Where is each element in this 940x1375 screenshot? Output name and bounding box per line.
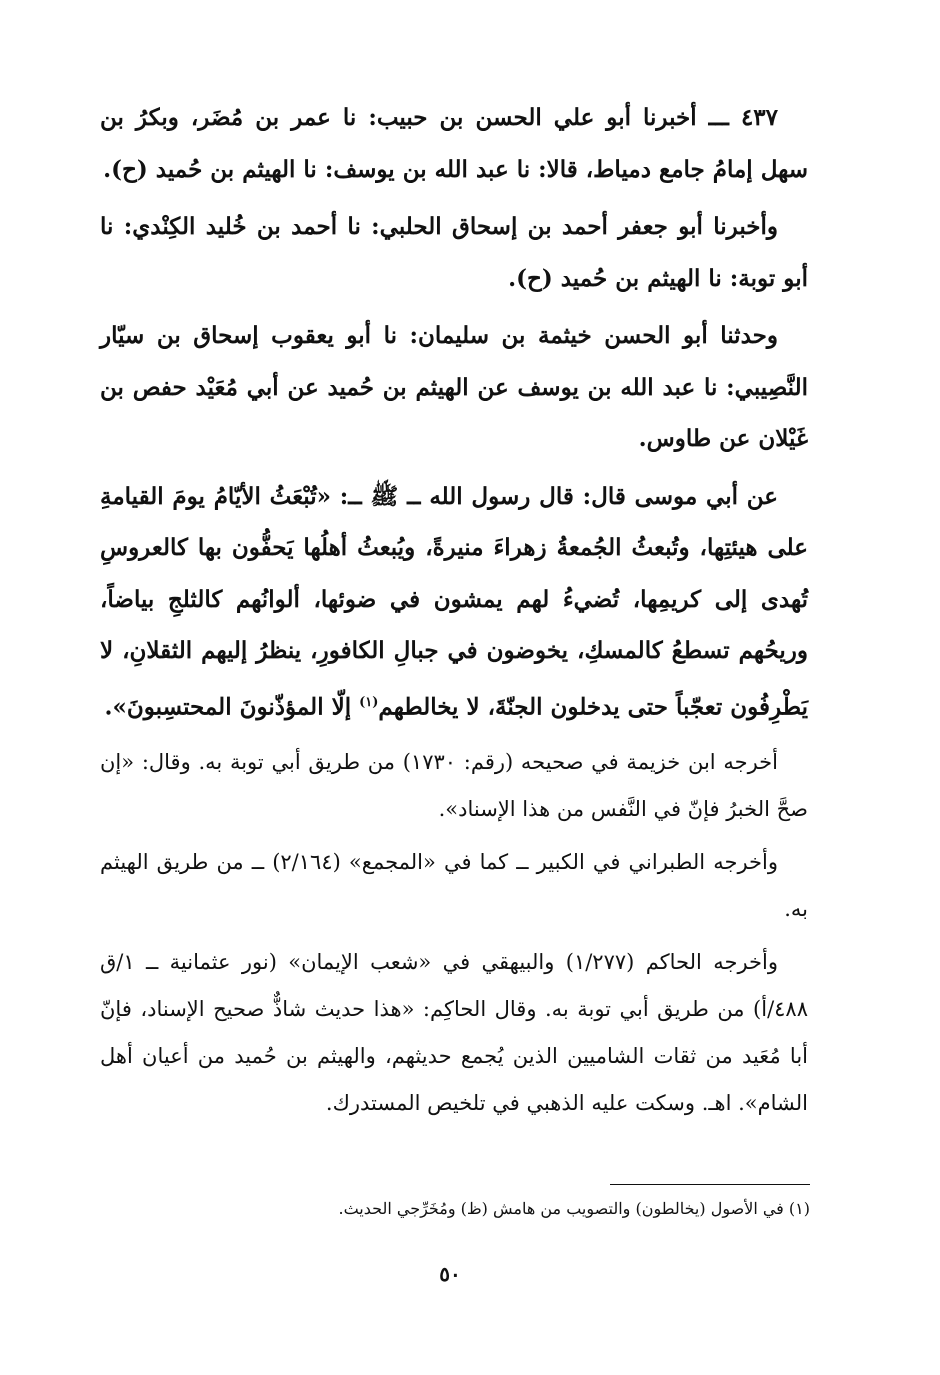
isnad-1-text: ـــ أخبرنا أبو علي الحسن بن حبيب: نا عمر بن مُضَر، وبكرُ بن سهل إمامُ جامع دمياط، قالا: نا عبد الله بن يوسف: نا الهيثم بن حُميد (ح).	[100, 104, 808, 183]
footnote-ref: (١)	[359, 694, 379, 710]
isnad-3: وحدثنا أبو الحسن خيثمة بن سليمان: نا أبو يعقوب إسحاق بن سيّار النَّصِيبي: نا عبد الله بن يوسف عن الهيثم بن حُميد عن أبي مُعَيْد حفص بن غَيْلان عن طاوس.	[100, 322, 808, 452]
takhrij-section	[100, 739, 808, 1127]
isnad-2: وأخبرنا أبو جعفر أحمد بن إسحاق الحلبي: نا أحمد بن خُليد الكِنْدي: نا أبو توبة: نا الهيثم بن حُميد (ح).	[100, 213, 808, 292]
hadith-number: ٤٣٧	[740, 104, 778, 131]
page-body	[100, 92, 808, 1127]
takhrij-paragraph: وأخرجه الطبراني في الكبير ــ كما في «المجمع» (٢/١٦٤) ــ من طريق الهيثم به.	[100, 849, 808, 921]
isnad-1	[100, 92, 808, 195]
matn-end: إلّا المؤذّنونَ المحتسِبونَ».	[104, 693, 352, 721]
takhrij-paragraph: وأخرجه الحاكم (١/٢٧٧) والبيهقي في «شعب الإيمان» (نور عثمانية ــ ١/ق ٤٨٨/أ) من طريق أبي توبة به. وقال الحاكِم: «هذا حديث شاذٌّ صحيح الإسناد، فإنّ أبا مُعَيد من ثقات الشاميين الذين يُجمع حديثهم، والهيثم بن حُميد من أعيان أهل الشام». اهـ. وسكت عليه الذهبي في تلخيص المستدرك.	[100, 949, 808, 1115]
page-number: ٥٠	[439, 1262, 461, 1286]
hadith-block	[100, 92, 808, 733]
takhrij-paragraph: أخرجه ابن خزيمة في صحيحه (رقم: ١٧٣٠) من طريق أبي توبة به. وقال: «إن صحَّ الخبرُ فإنّ في النَّفس من هذا الإسناد».	[100, 749, 808, 821]
matn-text: عن أبي موسى قال: قال رسول الله ــ ﷺ ــ: «تُبْعَثُ الأيّامُ يومَ القيامةِ على هيئتِها، وتُبعثُ الجُمعةُ زهراءَ منيرةً، ويُبعثُ أهلُها يَحفُّون بها كالعروسِ تُهدى إلى كريمِها، تُضيءُ لهم يمشون في ضوئها، ألوانُهم كالثلجِ بياضاً، وريحُهم تسطعُ كالمسكِ، يخوضون في جبالِ الكافورِ، ينظرُ إليهم الثقلانِ، لا يَطْرِفُون تعجّباً حتى يدخلون الجنّةَ، لا يخالطهم	[100, 482, 808, 721]
hadith-matn	[100, 471, 808, 733]
footnote: (١) في الأصول (يخالطون) والتصويب من هامش (ظ) ومُخَرِّجي الحديث.	[338, 1199, 810, 1218]
footnote-divider	[610, 1184, 810, 1185]
